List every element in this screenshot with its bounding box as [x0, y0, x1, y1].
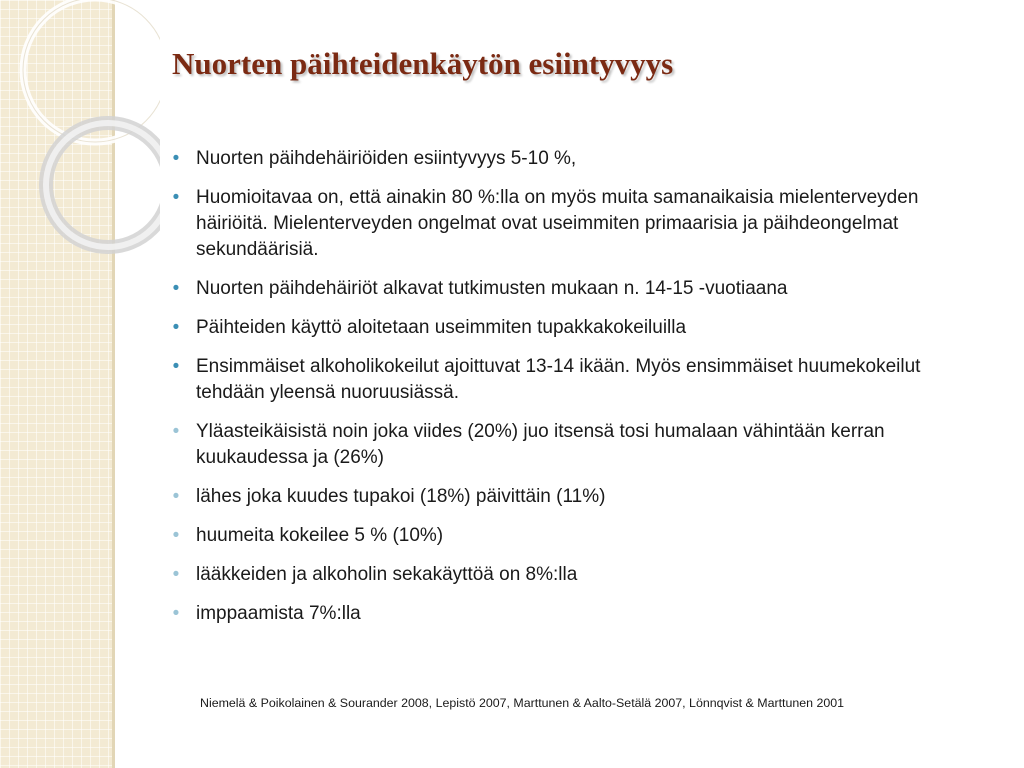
bullet-item [172, 562, 966, 588]
bullet-icon: • [172, 564, 180, 585]
bullet-list [172, 146, 966, 640]
slide-title: Nuorten päihteidenkäytön esiintyvyys [172, 46, 674, 81]
bullet-icon: • [172, 187, 180, 208]
bullet-text: lähes joka kuudes tupakoi (18%) päivittäin (11%) [196, 486, 606, 507]
bullet-icon: • [172, 278, 180, 299]
source-citation: Niemelä & Poikolainen & Sourander 2008, Lepistö 2007, Marttunen & Aalto-Setälä 2007, Lönnqvist & Marttunen 2001 [200, 696, 845, 710]
bullet-text: lääkkeiden ja alkoholin sekakäyttöä on 8%:lla [196, 564, 578, 585]
bullet-text: Nuorten päihdehäiriöiden esiintyvyys 5-10 %, [196, 148, 577, 169]
bullet-item [172, 185, 966, 263]
bullet-icon: • [172, 317, 180, 338]
bullet-icon: • [172, 603, 180, 624]
decorative-circles [0, 0, 160, 320]
bullet-icon: • [172, 356, 180, 377]
bullet-item [172, 523, 966, 549]
bullet-text: Yläasteikäisistä noin joka viides (20%) juo itsensä tosi humalaan vähintään kerran kuukaudessa ja (26%) [196, 421, 885, 468]
bullet-item [172, 354, 966, 406]
bullet-text: huumeita kokeilee 5 % (10%) [196, 525, 444, 546]
bullet-icon: • [172, 486, 180, 507]
bullet-text: Päihteiden käyttö aloitetaan useimmiten tupakkakokeiluilla [196, 317, 687, 338]
bullet-text: Huomioitavaa on, että ainakin 80 %:lla on myös muita samanaikaisia mielenterveyden häiriöitä. Mielenterveyden ongelmat ovat useimmiten primaarisia ja päihdeongelmat sekundäärisiä. [196, 187, 919, 260]
bullet-text: Nuorten päihdehäiriöt alkavat tutkimusten mukaan n. 14-15 -vuotiaana [196, 278, 788, 299]
bullet-icon: • [172, 525, 180, 546]
bullet-item [172, 146, 966, 172]
bullet-text: Ensimmäiset alkoholikokeilut ajoittuvat 13-14 ikään. Myös ensimmäiset huumekokeilut tehdään yleensä nuoruusiässä. [196, 356, 921, 403]
bullet-item [172, 315, 966, 341]
bullet-item [172, 601, 966, 627]
bullet-item [172, 419, 966, 471]
bullet-text: imppaamista 7%:lla [196, 603, 361, 624]
bullet-icon: • [172, 421, 180, 442]
bullet-item [172, 484, 966, 510]
bullet-item [172, 276, 966, 302]
bullet-icon: • [172, 148, 180, 169]
